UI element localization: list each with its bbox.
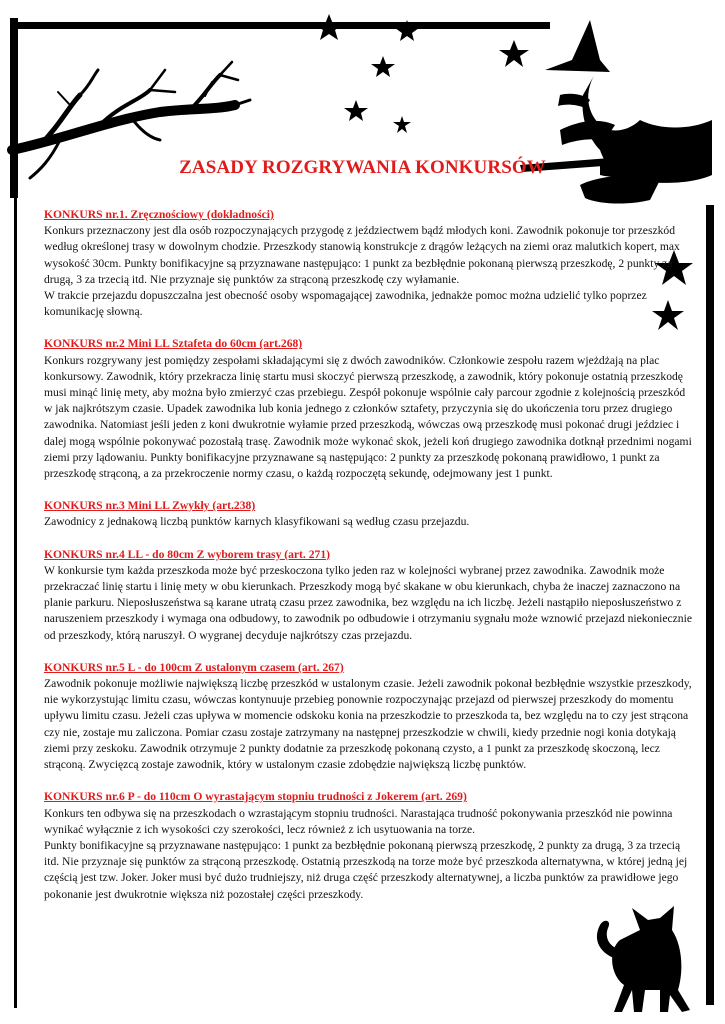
contest-3-section: [44, 498, 692, 530]
contest-2-heading: KONKURS nr.2 Mini LL Sztafeta do 60cm (art.268): [44, 337, 303, 351]
contest-6-section: [44, 789, 692, 902]
contest-1-heading: KONKURS nr.1. Zręcznościowy (dokładności): [44, 208, 274, 221]
contest-1-section: [44, 207, 692, 320]
contest-3-heading: KONKURS nr.3 Mini LL Zwykły (art.238): [44, 499, 256, 513]
contest-1-paragraph: W trakcie przejazdu dopuszczalna jest obecność osoby wspomagającej zawodnika, jednakże pomoc można udzielić tylko poprzez komunikację słowną.: [44, 289, 647, 319]
contest-4-section: [44, 547, 692, 644]
contest-5-paragraph: Zawodnik pokonuje możliwie największą liczbę przeszkód w ustalonym czasie. Jeżeli zawodnik pokonał bezbłędnie wszystkie przeszkody, nie wykorzystując limitu czasu, wówczas kontynuuje przebieg ponownie rozpoczynając przejazd od pierwszej przeszkody do momentu upływu limitu czasu. Jeżeli czas upływa w momencie odskoku konia na przeszkodzie to przeszkoda ta, bez względu na to czy jest strącona czy nie, zostaje mu zaliczona. Pomiar czasu zostaje zatrzymany na następnej przeszkodzie w chwili, kiedy przednie nogi konia dotykają ziemi przy zeskoku. Zawodnik otrzymuje 2 punkty dodatnie za przeszkodę pokonaną czysto, a 1 punkt za przeszkodę skoczoną, lecz strąconą. Zwycięzcą zostaje zawodnik, który w ustalonym czasie zdobędzie największą liczbę punktów.: [44, 677, 692, 772]
contest-6-paragraph: Punkty bonifikacyjne są przyznawane następująco: 1 punkt za bezbłędnie pokonaną pierwszą przeszkodę, 2 punkty za drugą, 3 za trzecią itd. Nie przyznaje się punktów za strąconą przeszkodę. Ostatnią przeszkodą na torze może być przeszkoda alternatywna, w której jedną jej częścią jest tzw. Joker. Joker musi być dużo trudniejszy, niż druga część przeszkody alternatywnej, a liczba punktów za prawidłowe jego pokonanie jest dwukrotnie większa niż pozostałej części przeszkody.: [44, 838, 688, 901]
contest-4-paragraph: W konkursie tym każda przeszkoda może być przeskoczona tylko jeden raz w kolejności wybranej przez zawodnika. Zawodnik może przekraczać linię startu i linię mety w obu kierunkach. Przeszkody mogą być skakane w obu kierunkach, chyba że inaczej zaznaczono na planie parkuru. Nieposłuszeństwa są karane utratą czasu przez zawodnika, bez względu na ich liczbę. Jeżeli nastąpiło nieposłuszeństwo z naruszeniem przeszkody i wymaga ona odbudowy, to zawodnik po odbudowie i otrzymaniu sygnału może wznowić przejazd niekoniecznie od przeszkody, którą naruszył. O wygranej decyduje najkrótszy czas przejazdu.: [44, 563, 692, 642]
contest-2-paragraph: Konkurs rozgrywany jest pomiędzy zespołami składającymi się z dwóch zawodników. Członkowie zespołu razem wjeżdżają na plac konkursowy. Zawodnik, który przekracza linię startu musi skoczyć pierwszą przeszkodę, a zawodnik, który pokonuje ostatnią przeszkodę musi minąć linię mety, aby można było zmierzyć czas przebiegu. Zespół pokonuje wspólnie cały parcour zgodnie z kolejnością przeszkód w jak najkrótszym czasie. Upadek zawodnika lub konia jednego z członków sztafety, przyczynia się do ukończenia toru przez drugiego zawodnika. Natomiast jeśli jeden z koni dwukrotnie wyłamie przed przeszkodą, wówczas ową przeszkodę musi pokonać drugi jeździec i dalej mogą wspólnie pokonywać pozostałą trasę. Zawodnik może wykonać skok, jeżeli koń drugiego zawodnika dotknął przednimi nogami ziemi przy lądowaniu. Punkty bonifikacyjne przyznawane są następująco: 2 punkty za przeszkodę pokonaną prawidłowo, 1 punkt za przeszkodę strąconą, a za przekroczenie normy czasu, o każdą rozpoczętą sekundę, odejmowany jest 1 punkt.: [44, 353, 692, 481]
contest-5-section: [44, 660, 692, 773]
contest-2-section: [44, 336, 692, 482]
contest-5-heading: KONKURS nr.5 L - do 100cm Z ustalonym czasem (art. 267): [44, 660, 344, 674]
contest-6-paragraph: Konkurs ten odbywa się na przeszkodach o wzrastającym stopniu trudności. Narastająca trudność pokonywania przeszkód nie powinna wynikać wyłącznie z ich wysokości czy szerokości, lecz również z ich usytuowania na torze.: [44, 806, 673, 836]
contest-6-heading: KONKURS nr.6 P - do 110cm O wyrastającym stopniu trudności z Jokerem (art. 269): [44, 790, 467, 804]
contest-4-heading: KONKURS nr.4 LL - do 80cm Z wyborem trasy (art. 271): [44, 547, 330, 561]
rules-content: [44, 207, 692, 919]
page-title: ZASADY ROZGRYWANIA KONKURSÓW: [179, 157, 546, 178]
contest-3-paragraph: Zawodnicy z jednakową liczbą punktów karnych klasyfikowani są według czasu przejazdu.: [44, 515, 470, 529]
contest-1-paragraph: Konkurs przeznaczony jest dla osób rozpoczynających przygodę z jeździectwem bądź młodych koni. Zawodnik pokonuje tor przeszkód według określonej trasy w dowolnym chodzie. Przeszkody stanowią konstrukcje z drągów leżących na ziemi oraz malutkich kopert, max wysokość 30cm. Punkty bonifikacyjne są przyznawane następująco: 1 punkt za bezbłędnie pokonaną pierwszą przeszkodę, 2 punkty za drugą, 3 za trzecią itd. Nie przyznaje się punktów za strąconą przeszkodę czy wyłamanie.: [44, 224, 680, 286]
black-cat-icon: [597, 906, 690, 1012]
